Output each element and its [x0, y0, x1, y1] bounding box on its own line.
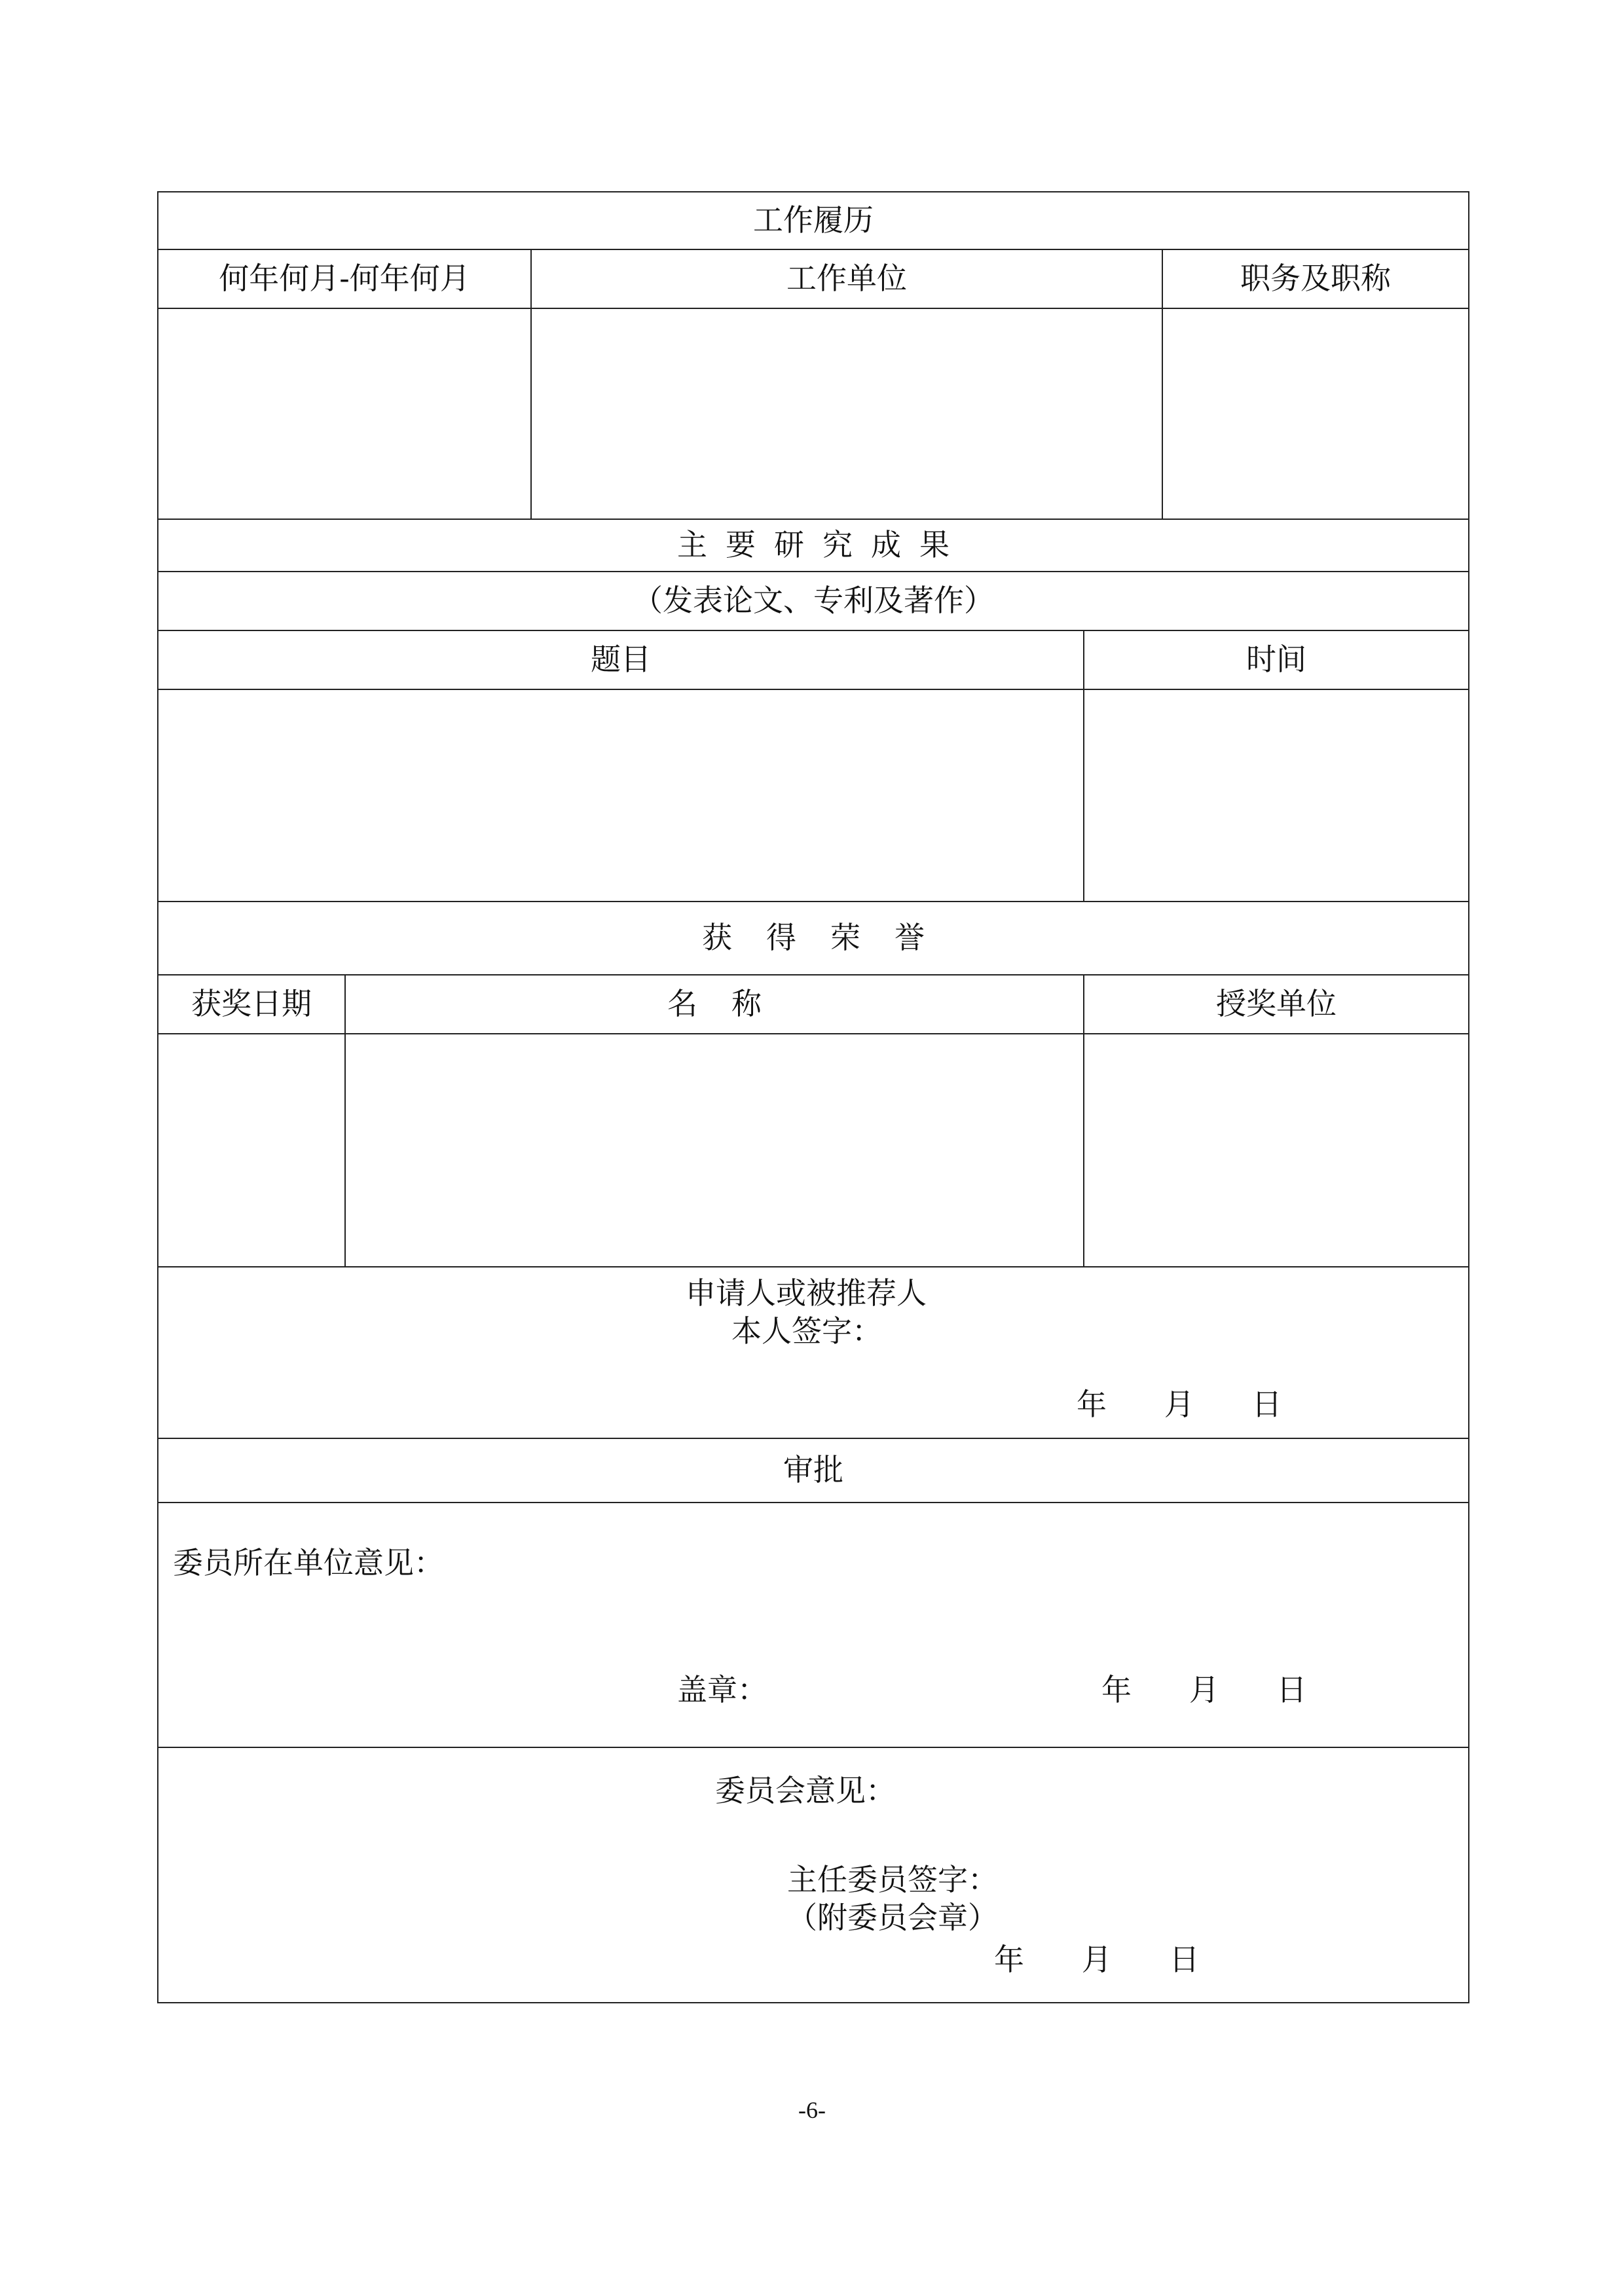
application-form-table: [157, 191, 1469, 2003]
page-number: -6-: [798, 2097, 826, 2123]
honors-header-name: 名称: [344, 974, 1084, 1034]
director-signature-label: 主任委员签字：: [787, 1862, 998, 1897]
work-history-header-position: 职务及职称: [1162, 249, 1469, 309]
applicant-signature-date: 年 月 日: [1077, 1387, 1282, 1422]
honors-name-field[interactable]: [344, 1033, 1084, 1267]
work-history-header-period: 何年何月-何年何月: [157, 249, 532, 309]
honors-header-date: 获奖日期: [157, 974, 346, 1034]
honors-issuer-field[interactable]: [1083, 1033, 1469, 1267]
unit-opinion-date: 年 月 日: [1101, 1672, 1307, 1707]
honors-title: 获得荣誉: [157, 901, 1469, 975]
research-header-title: 题目: [157, 630, 1084, 690]
research-header-time: 时间: [1083, 630, 1469, 690]
approval-title: 审批: [157, 1438, 1469, 1503]
committee-opinion-date: 年 月 日: [994, 1942, 1200, 1977]
work-history-position-field[interactable]: [1162, 308, 1469, 520]
committee-seal-note: （附委员会章）: [787, 1900, 998, 1935]
work-history-period-field[interactable]: [157, 308, 532, 520]
honors-header-issuer: 授奖单位: [1083, 974, 1469, 1034]
work-history-header-employer: 工作单位: [530, 249, 1163, 309]
work-history-employer-field[interactable]: [530, 308, 1163, 520]
committee-opinion-label: 委员会意见：: [715, 1773, 896, 1808]
unit-opinion-section[interactable]: [157, 1502, 1469, 1748]
applicant-label: 申请人或被推荐人: [686, 1275, 927, 1311]
applicant-signature-section[interactable]: [157, 1266, 1469, 1439]
research-title: 主要研究成果: [157, 519, 1469, 572]
research-subtitle: （发表论文、专利及著作）: [157, 571, 1469, 631]
honors-date-field[interactable]: [157, 1033, 346, 1267]
unit-opinion-label: 委员所在单位意见：: [173, 1545, 444, 1580]
committee-opinion-section[interactable]: [157, 1747, 1469, 2003]
research-title-field[interactable]: [157, 689, 1084, 902]
applicant-signature-label: 本人签字：: [731, 1313, 882, 1349]
work-history-title: 工作履历: [157, 191, 1469, 250]
research-time-field[interactable]: [1083, 689, 1469, 902]
unit-seal-label: 盖章：: [677, 1672, 767, 1707]
